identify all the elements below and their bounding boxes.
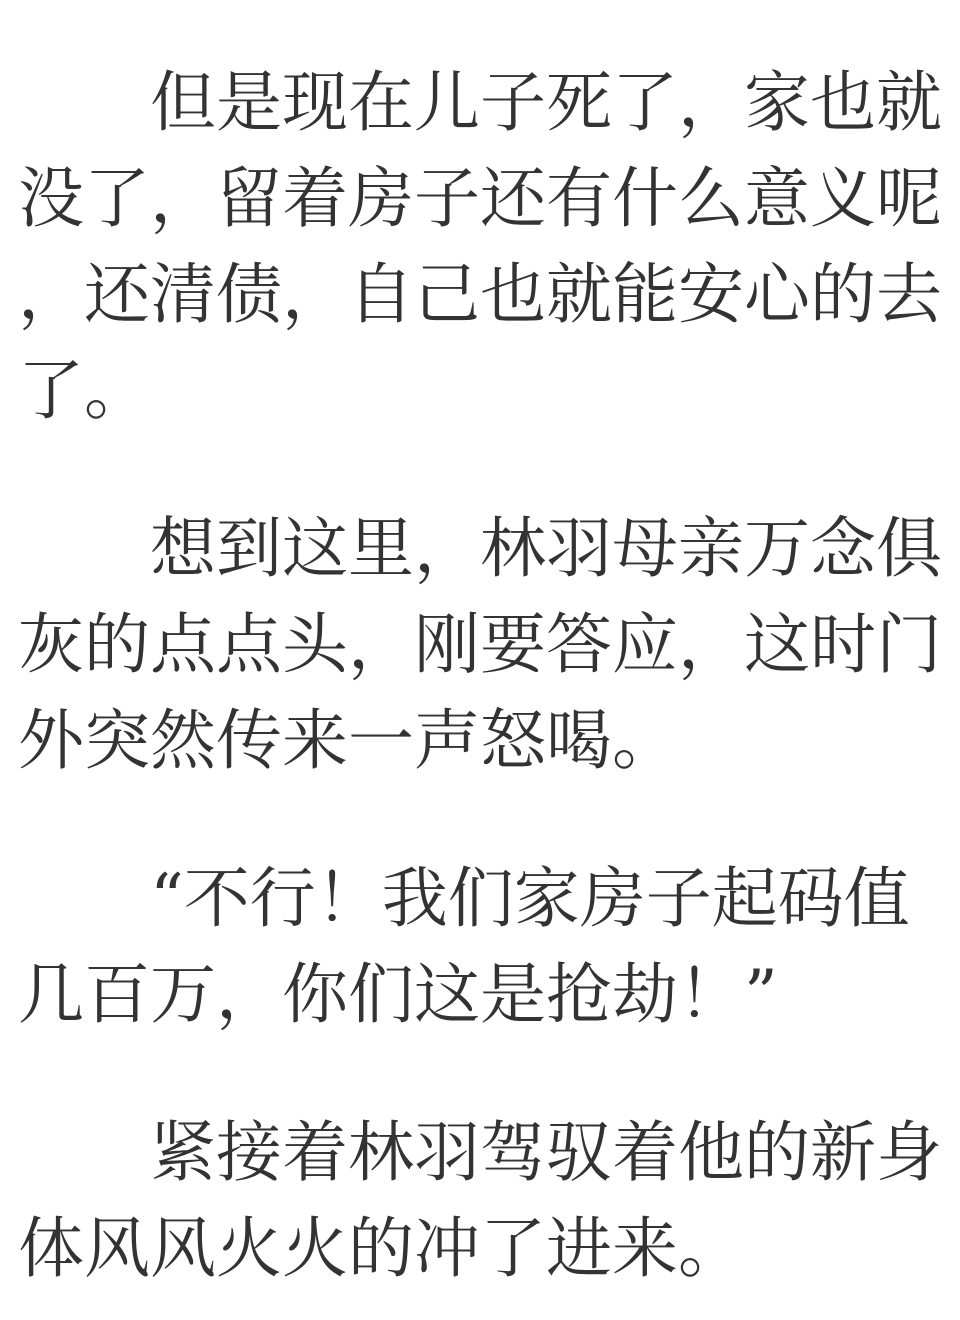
novel-paragraph-1: 但是现在儿子死了，家也就没了，留着房子还有什么意义呢，还清债，自己也就能安心的去了。 xyxy=(18,64,942,429)
novel-paragraph-3-dialogue: “不行！我们家房子起码值几百万，你们这是抢劫！” xyxy=(18,860,910,1033)
novel-paragraph-4: 紧接着林羽驾驭着他的新身体风风火火的冲了进来。 xyxy=(18,1114,942,1287)
novel-paragraph-2: 想到这里，林羽母亲万念俱灰的点点头，刚要答应，这时门外突然传来一声怒喝。 xyxy=(18,510,942,779)
